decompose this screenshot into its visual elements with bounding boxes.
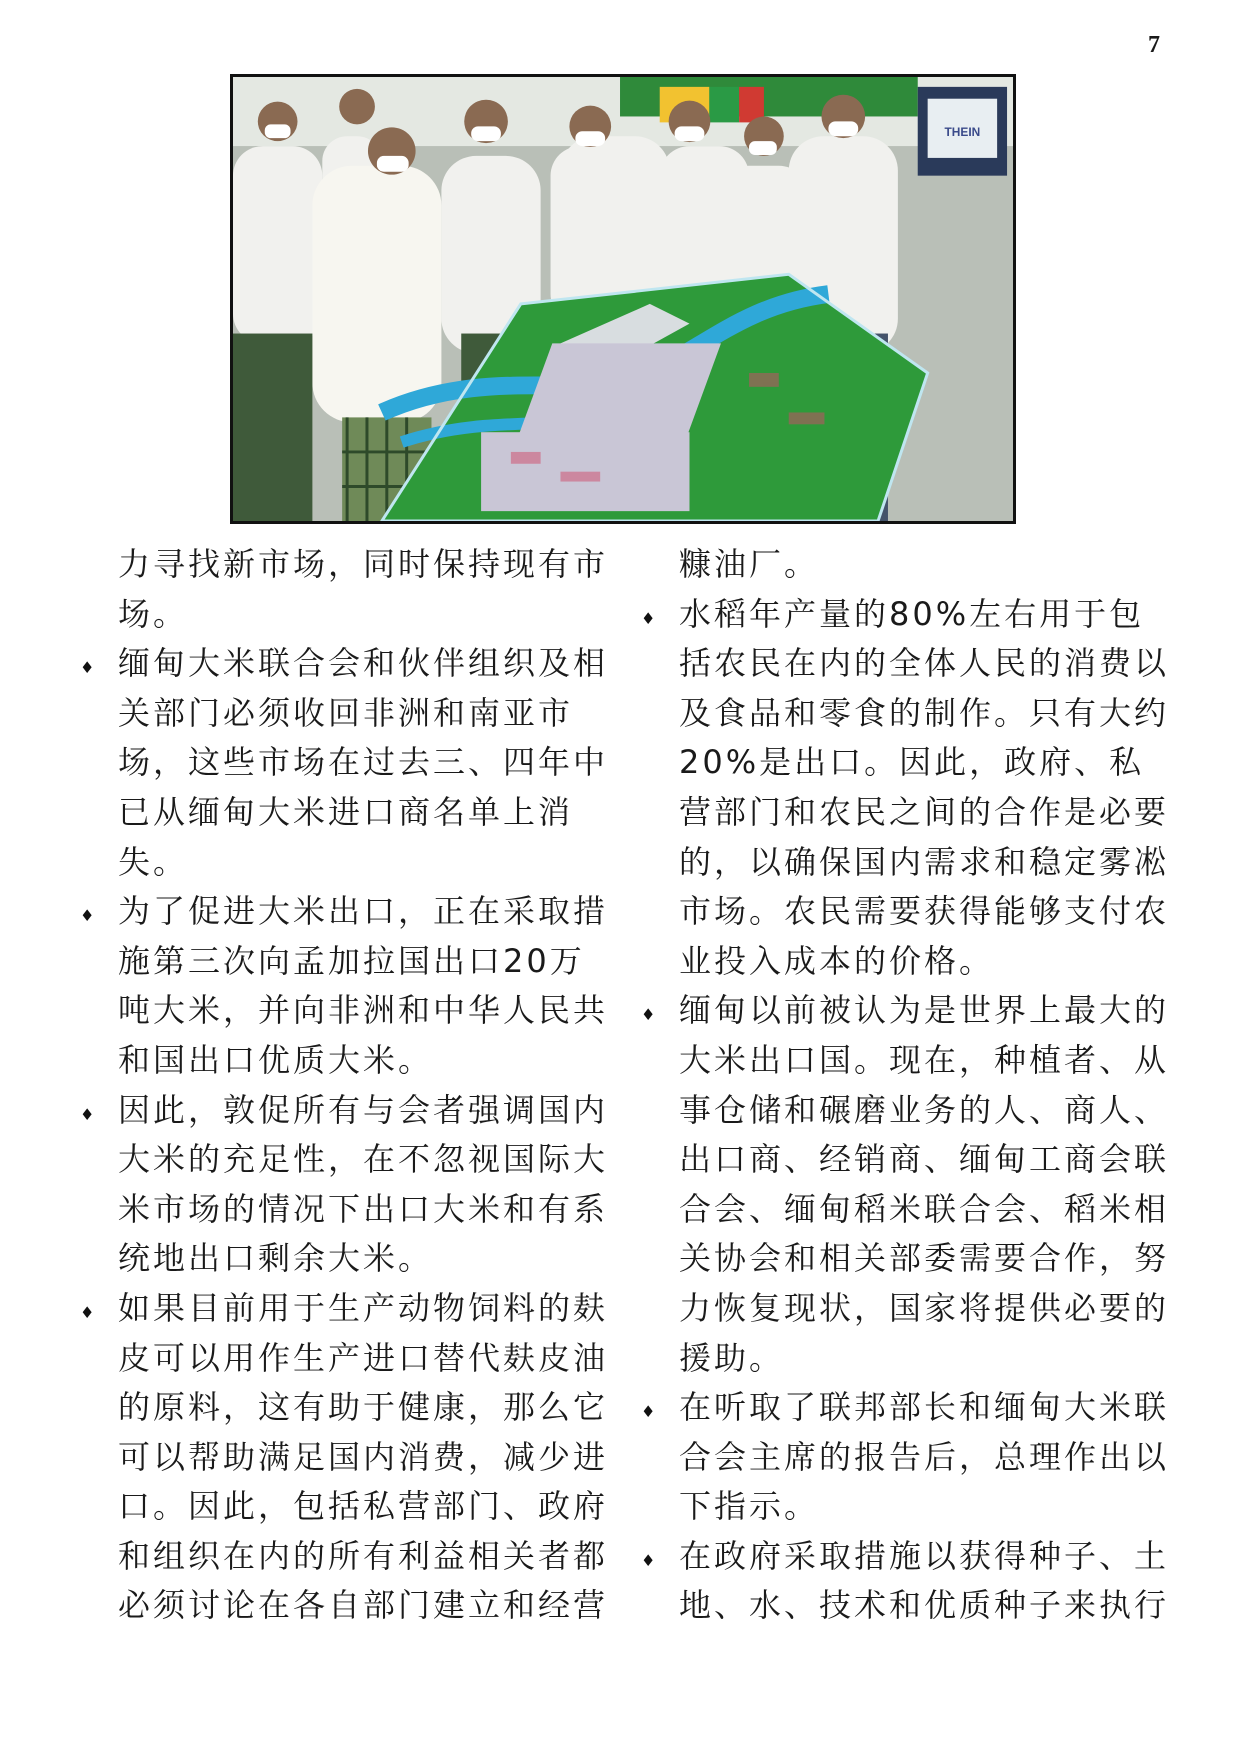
bullet-item: ♦ 缅甸大米联合会和伙伴组织及相关部门必须收回非洲和南亚市场，这些市场在过去三、四年中已从缅甸大米进口商名单上消失。 [118,639,608,887]
left-column [118,540,608,1631]
booth-sign-text: THEIN [944,125,981,140]
bullet-item: ♦ 缅甸以前被认为是世界上最大的大米出口国。现在，种植者、从事仓储和碾磨业务的人、商人、出口商、经销商、缅甸工商会联合会、缅甸稻米联合会、稻米相关协会和相关部委需要合作，努力恢复现状，国家将提供必要的援助。 [679,986,1169,1383]
bullet-item: ♦ 如果目前用于生产动物饲料的麸皮可以用作生产进口替代麸皮油的原料，这有助于健康，那么它可以帮助满足国内消费，减少进口。因此，包括私营部门、政府和组织在内的所有利益相关者都必须讨论在各自部门建立和经营 [118,1284,608,1631]
bullet-item: ♦ 水稻年产量的80%左右用于包括农民在内的全体人民的消费以及食品和零食的制作。只有大约20%是出口。因此，政府、私营部门和农民之间的合作是必要的，以确保国内需求和稳定雾凇市场。农民需要获得能够支付农业投入成本的价格。 [679,590,1169,987]
event-photo [230,74,1016,524]
bullet-item: ♦ 在政府采取措施以获得种子、土地、水、技术和优质种子来执行 [679,1532,1169,1631]
bullet-item: ♦ 在听取了联邦部长和缅甸大米联合会主席的报告后，总理作出以下指示。 [679,1383,1169,1532]
bullet-item: ♦ 因此，敦促所有与会者强调国内大米的充足性，在不忽视国际大米市场的情况下出口大米和有系统地出口剩余大米。 [118,1086,608,1284]
right-column [679,540,1169,1631]
right-continuation: 糠油厂。 [679,545,820,583]
photo-scene [233,77,1013,521]
bullet-item: ♦ 为了促进大米出口，正在采取措施第三次向孟加拉国出口20万吨大米，并向非洲和中华人民共和国出口优质大米。 [118,887,608,1085]
page-number: 7 [1148,32,1160,58]
left-continuation: 力寻找新市场，同时保持现有市场。 [118,545,609,633]
